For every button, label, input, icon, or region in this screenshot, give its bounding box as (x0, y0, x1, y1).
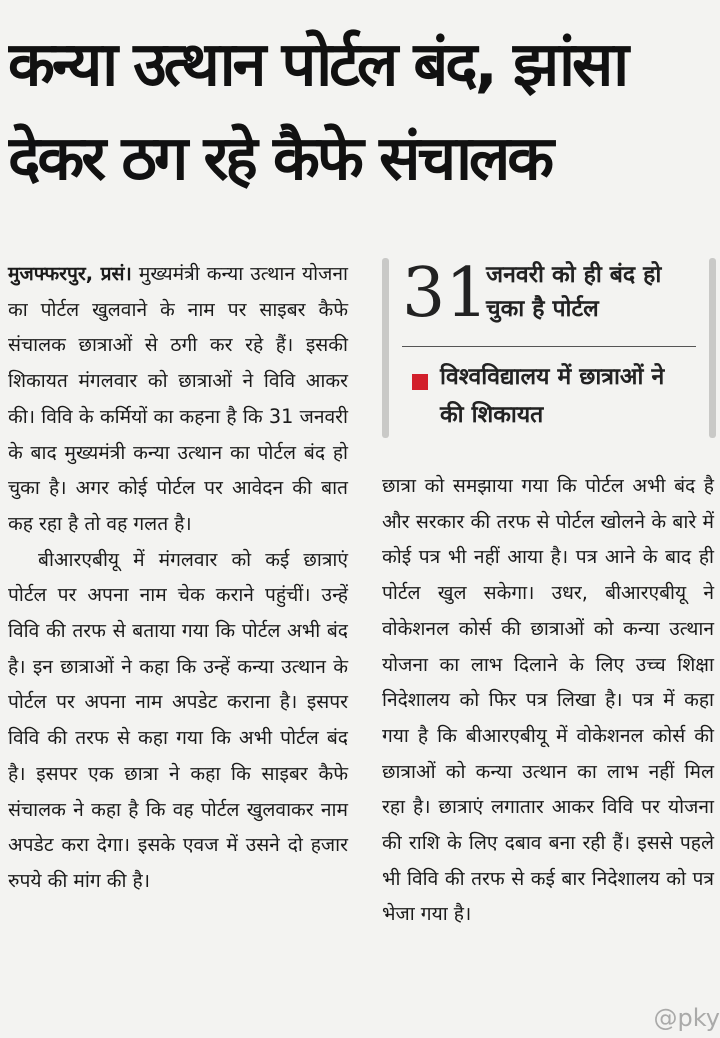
headline (8, 18, 712, 206)
headline-line-2: देकर ठग रहे कैफे संचालक (8, 123, 552, 194)
article-column-left (8, 256, 348, 899)
highlight-divider (402, 346, 696, 347)
headline-line-1: कन्या उत्थान पोर्टल बंद, झांसा (8, 29, 626, 100)
highlight-right-bar (709, 258, 716, 438)
highlight-number: 31 (402, 254, 489, 333)
highlight-text: जनवरी को ही बंद हो चुका है पोर्टल (486, 262, 662, 322)
article-column-right (382, 468, 714, 932)
paragraph-1-text: मुख्यमंत्री कन्या उत्थान योजना का पोर्टल खुलवाने के नाम पर साइबर कैफे संचालक छात्राओं से ठगी कर रहे हैं। इसकी शिकायत मंगलवार को छात्राओं ने विवि आकर की। विवि के कर्मियों का कहना है कि 31 जनवरी के बाद मुख्यमंत्री कन्या उत्थान का पोर्टल बंद हो चुका है। अगर कोई पोर्टल पर आवेदन की बात कह रहा है तो वह गलत है। (8, 262, 348, 535)
highlight-left-bar (382, 258, 389, 438)
paragraph-1 (8, 256, 348, 542)
paragraph-3: छात्रा को समझाया गया कि पोर्टल अभी बंद है और सरकार की तरफ से पोर्टल खोलने के बारे में कोई पत्र भी नहीं आया है। पत्र आने के बाद ही पोर्टल खुल सकेगा। उधर, बीआरएबीयू ने वोकेशनल कोर्स की छात्राओं को कन्या उत्थान योजना का लाभ दिलाने के लिए उच्च शिक्षा निदेशालय को फिर पत्र लिखा है। पत्र में कहा गया है कि बीआरएबीयू में वोकेशनल कोर्स की छात्राओं को कन्या उत्थान का लाभ नहीं मिल रहा है। छात्राएं लगातार आकर विवि पर योजना की राशि के लिए दबाव बना रही हैं। इससे पहले भी विवि की तरफ से कई बार निदेशालय को पत्र भेजा गया है। (382, 474, 714, 926)
paragraph-2: बीआरएबीयू में मंगलवार को कई छात्राएं पोर्टल पर अपना नाम चेक कराने पहुंचीं। उन्हें विवि की तरफ से बताया गया कि पोर्टल अभी बंद है। इन छात्राओं ने कहा कि उन्हें कन्या उत्थान के पोर्टल पर अपना नाम अपडेट कराना है। इसपर विवि की तरफ से कहा गया कि अभी पोर्टल बंद है। इसपर एक छात्रा ने कहा कि साइबर कैफे संचालक ने कहा है कि वह पोर्टल खुलवाकर नाम अपडेट करा देगा। इसके एवज में उसने दो हजार रुपये की मांग की है। (8, 547, 348, 892)
highlight-bullet-text: विश्वविद्यालय में छात्राओं ने की शिकायत (440, 364, 665, 428)
bullet-square-icon (412, 374, 428, 390)
watermark: @pky (653, 1004, 720, 1032)
highlight-box (382, 252, 716, 448)
dateline: मुजफ्फरपुर, प्रसं। (8, 262, 132, 285)
